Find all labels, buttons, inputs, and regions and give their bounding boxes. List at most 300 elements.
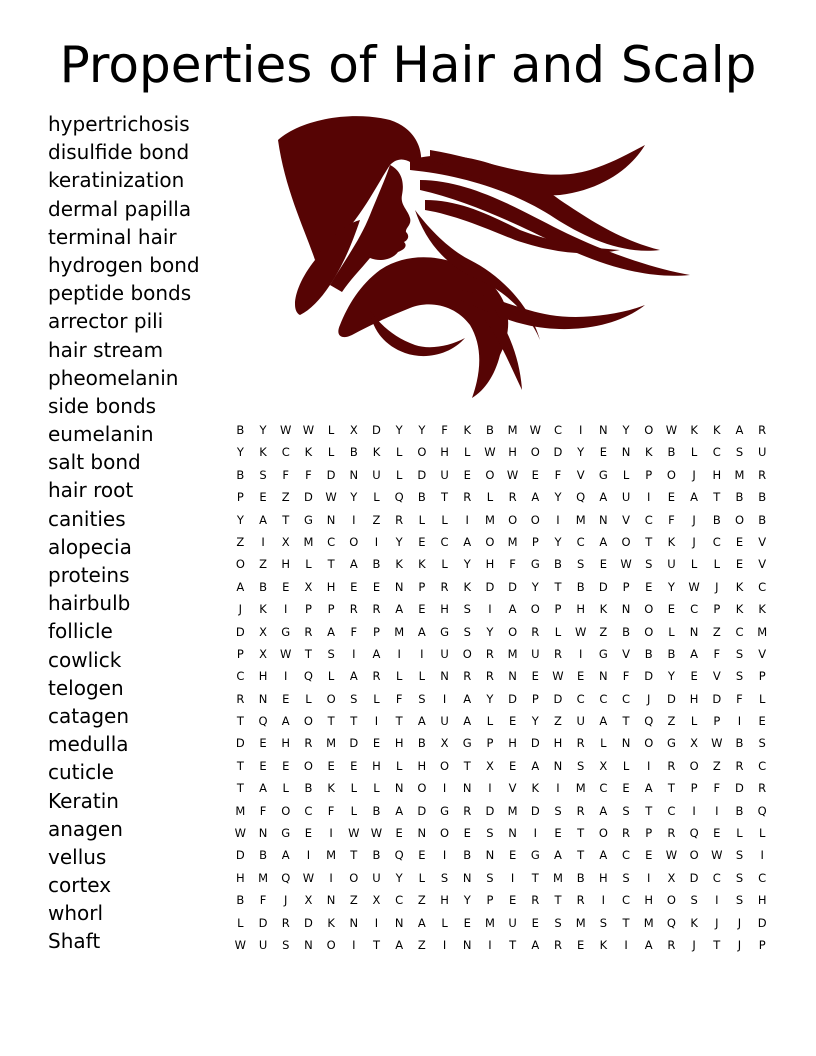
grid-letter: M [507, 423, 518, 437]
grid-letter: D [485, 803, 495, 818]
grid-letter: P [531, 691, 539, 706]
grid-letter: K [463, 423, 471, 437]
grid-letter: I [329, 870, 333, 885]
grid-letter: K [531, 781, 540, 796]
grid-letter: E [508, 848, 517, 863]
grid-letter: M [235, 803, 246, 818]
grid-letter: D [349, 736, 359, 751]
grid-letter: P [645, 467, 653, 482]
grid-letter: Y [259, 423, 267, 437]
grid-letter: X [440, 736, 449, 751]
grid-letter: H [236, 870, 245, 885]
grid-letter: H [281, 557, 291, 572]
grid-letter: B [372, 803, 381, 818]
grid-letter: D [485, 579, 495, 594]
grid-row [229, 800, 774, 822]
grid-letter: N [553, 758, 563, 773]
grid-letter: M [326, 848, 337, 863]
grid-letter: Y [395, 870, 403, 885]
grid-letter: E [327, 758, 335, 773]
grid-letter: M [484, 512, 495, 527]
grid-letter: L [395, 669, 403, 684]
grid-letter: I [624, 937, 628, 952]
grid-letter: A [508, 602, 517, 617]
grid-letter: I [715, 893, 719, 908]
grid-letter: B [735, 490, 744, 505]
grid-letter: R [463, 803, 472, 818]
grid-letter: T [713, 490, 721, 505]
grid-letter: Z [417, 937, 426, 952]
grid-letter: N [462, 937, 472, 952]
grid-letter: X [690, 736, 699, 751]
grid-letter: E [372, 736, 381, 751]
word-list-item: dermal papilla [48, 196, 192, 221]
grid-letter: C [712, 870, 721, 885]
grid-letter: X [259, 646, 267, 661]
grid-letter: N [326, 893, 336, 908]
grid-letter: L [373, 691, 380, 706]
grid-letter: D [303, 915, 313, 930]
grid-letter: S [599, 915, 607, 930]
grid-letter: I [692, 803, 696, 818]
grid-letter: S [463, 624, 471, 639]
grid-letter: A [599, 534, 608, 549]
word-list-item: terminal hair [48, 224, 177, 249]
grid-letter: Y [236, 512, 244, 527]
grid-letter: K [463, 579, 471, 594]
grid-letter: F [350, 624, 358, 639]
grid-letter: O [440, 826, 450, 841]
grid-letter: O [734, 512, 744, 527]
grid-letter: X [304, 579, 313, 594]
grid-letter: L [441, 557, 448, 572]
grid-letter: A [690, 646, 699, 661]
grid-row [229, 867, 774, 889]
grid-letter: R [553, 646, 562, 661]
grid-letter: V [622, 646, 630, 661]
grid-letter: Z [554, 714, 562, 729]
grid-letter: N [689, 624, 699, 639]
grid-letter: D [644, 669, 654, 684]
grid-letter: W [506, 467, 519, 482]
grid-letter: W [574, 624, 587, 639]
grid-letter: L [350, 803, 357, 818]
grid-letter: T [350, 848, 358, 863]
grid-letter: C [622, 691, 631, 706]
grid-letter: R [372, 669, 381, 684]
grid-letter: Q [644, 714, 654, 729]
grid-letter: E [508, 714, 517, 729]
grid-letter: S [735, 870, 744, 885]
grid-letter: Z [667, 714, 676, 729]
grid-letter: K [713, 423, 721, 437]
grid-letter: H [508, 736, 517, 751]
grid-letter: S [735, 893, 744, 908]
grid-letter: P [304, 602, 312, 617]
grid-letter: H [394, 736, 404, 751]
grid-letter: C [758, 870, 767, 885]
grid-letter: L [327, 669, 335, 684]
grid-row [229, 576, 774, 598]
grid-letter: Z [712, 624, 721, 639]
grid-letter: W [234, 937, 247, 952]
grid-letter: T [327, 557, 335, 572]
grid-letter: N [394, 579, 404, 594]
grid-letter: J [715, 915, 719, 930]
grid-letter: C [327, 534, 336, 549]
grid-letter: A [463, 714, 472, 729]
grid-letter: L [441, 915, 448, 930]
grid-letter: U [440, 714, 449, 729]
grid-letter: T [463, 758, 471, 773]
grid-letter: O [530, 512, 540, 527]
grid-letter: O [644, 624, 654, 639]
grid-letter: N [349, 467, 359, 482]
grid-letter: L [327, 423, 335, 437]
grid-letter: P [418, 579, 426, 594]
grid-letter: D [553, 691, 563, 706]
grid-letter: I [374, 534, 379, 549]
grid-letter: S [690, 893, 698, 908]
grid-letter: Q [258, 714, 268, 729]
grid-letter: F [327, 803, 335, 818]
grid-letter: D [235, 624, 245, 639]
grid-letter: Y [667, 579, 675, 594]
grid-letter: U [667, 557, 676, 572]
grid-letter: E [554, 826, 562, 841]
grid-letter: B [735, 803, 744, 818]
word-list [48, 110, 200, 956]
grid-letter: T [554, 579, 562, 594]
grid-letter: R [463, 490, 472, 505]
grid-letter: K [735, 579, 744, 594]
grid-letter: R [236, 691, 245, 706]
grid-letter: D [553, 445, 563, 460]
grid-letter: N [417, 826, 427, 841]
grid-letter: F [305, 467, 312, 482]
grid-letter: I [352, 512, 356, 527]
grid-letter: R [667, 937, 676, 952]
grid-letter: H [485, 557, 495, 572]
grid-letter: W [302, 423, 315, 437]
grid-letter: L [395, 467, 403, 482]
grid-letter: I [442, 781, 447, 796]
grid-letter: V [622, 512, 630, 527]
grid-row [229, 755, 774, 777]
grid-letter: Q [394, 848, 404, 863]
grid-letter: L [486, 714, 494, 729]
grid-letter: L [350, 781, 357, 796]
grid-letter: E [282, 579, 290, 594]
grid-letter: O [598, 826, 608, 841]
grid-letter: R [553, 937, 562, 952]
grid-letter: T [667, 781, 675, 796]
grid-letter: T [645, 534, 653, 549]
grid-letter: F [441, 423, 448, 437]
grid-letter: L [305, 691, 312, 706]
grid-letter: Y [577, 445, 585, 460]
grid-letter: B [236, 893, 245, 908]
grid-letter: Z [599, 624, 608, 639]
grid-letter: Y [463, 557, 471, 572]
grid-letter: R [576, 803, 585, 818]
grid-letter: G [598, 467, 608, 482]
grid-letter: O [530, 445, 540, 460]
grid-letter: M [507, 534, 518, 549]
grid-letter: A [417, 624, 426, 639]
grid-letter: O [666, 893, 676, 908]
grid-letter: S [554, 915, 562, 930]
grid-letter: A [259, 512, 267, 527]
grid-row [229, 531, 774, 553]
grid-letter: E [508, 758, 517, 773]
grid-letter: D [598, 579, 608, 594]
grid-letter: M [507, 803, 518, 818]
grid-row [229, 710, 774, 732]
grid-letter: R [576, 736, 585, 751]
grid-letter: O [644, 423, 654, 437]
grid-letter: I [510, 870, 515, 885]
grid-letter: L [690, 445, 698, 460]
grid-letter: V [712, 669, 721, 684]
grid-letter: R [485, 646, 494, 661]
grid-letter: Q [394, 490, 404, 505]
grid-letter: L [305, 557, 312, 572]
grid-letter: U [531, 646, 540, 661]
grid-letter: A [690, 490, 699, 505]
grid-letter: C [622, 893, 631, 908]
grid-row [229, 598, 774, 620]
grid-letter: P [327, 602, 335, 617]
grid-letter: M [553, 870, 563, 885]
grid-letter: B [758, 512, 767, 527]
grid-letter: E [463, 826, 471, 841]
grid-letter: Y [236, 445, 244, 460]
grid-letter: A [463, 691, 472, 706]
word-list-item: hair root [48, 478, 134, 503]
grid-letter: S [645, 557, 653, 572]
grid-letter: X [259, 624, 267, 639]
grid-row [229, 934, 774, 956]
grid-letter: R [622, 826, 631, 841]
grid-letter: I [578, 423, 583, 437]
grid-letter: P [373, 624, 380, 639]
grid-letter: N [508, 826, 517, 841]
grid-letter: B [576, 579, 585, 594]
grid-letter: W [325, 490, 337, 505]
word-list-item: eumelanin [48, 422, 154, 447]
grid-letter: T [236, 781, 244, 796]
word-list-item: canities [48, 506, 126, 531]
grid-letter: D [530, 736, 540, 751]
grid-letter: Y [531, 579, 539, 594]
grid-letter: A [372, 646, 381, 661]
grid-letter: O [235, 557, 245, 572]
grid-letter: D [735, 781, 744, 796]
word-list-item: telogen [48, 675, 124, 700]
grid-letter: E [282, 758, 290, 773]
grid-letter: G [440, 803, 449, 818]
grid-letter: A [554, 848, 562, 863]
word-list-item: proteins [48, 563, 130, 587]
grid-letter: B [417, 736, 426, 751]
grid-letter: X [372, 893, 381, 908]
word-list-item: salt bond [48, 450, 141, 475]
grid-letter: T [531, 870, 539, 885]
grid-letter: H [576, 602, 585, 617]
grid-letter: B [259, 579, 267, 594]
grid-letter: U [372, 467, 381, 482]
grid-letter: H [440, 602, 449, 617]
grid-letter: O [689, 848, 699, 863]
word-list-item: pheomelanin [48, 365, 179, 390]
grid-letter: I [760, 848, 764, 863]
grid-letter: H [508, 445, 517, 460]
grid-letter: F [622, 669, 630, 684]
word-list-item: arrector pili [48, 309, 164, 334]
grid-letter: L [622, 467, 630, 482]
grid-letter: M [507, 646, 518, 661]
grid-letter: Q [281, 870, 291, 885]
grid-letter: G [281, 624, 291, 639]
grid-letter: T [645, 803, 653, 818]
grid-letter: Q [689, 826, 699, 841]
grid-letter: K [735, 602, 744, 617]
grid-letter: M [326, 736, 337, 751]
grid-letter: H [326, 579, 336, 594]
grid-letter: R [485, 669, 494, 684]
grid-letter: X [667, 870, 676, 885]
grid-row [229, 889, 774, 911]
grid-letter: L [600, 736, 607, 751]
grid-letter: Q [666, 915, 676, 930]
grid-letter: Y [486, 691, 494, 706]
word-list-item: cuticle [48, 760, 114, 785]
grid-letter: C [576, 691, 585, 706]
grid-letter: I [647, 870, 651, 885]
grid-letter: A [349, 557, 358, 572]
word-list-item: alopecia [48, 534, 132, 559]
grid-letter: J [715, 579, 719, 594]
grid-letter: W [711, 848, 723, 863]
grid-letter: C [599, 781, 608, 796]
grid-letter: B [463, 848, 472, 863]
grid-letter: R [349, 602, 358, 617]
grid-letter: C [576, 534, 585, 549]
grid-letter: E [350, 579, 358, 594]
word-list-item: catagen [48, 703, 130, 728]
grid-letter: L [418, 870, 426, 885]
grid-letter: R [667, 758, 676, 773]
grid-letter: O [417, 445, 427, 460]
grid-letter: T [554, 893, 562, 908]
grid-letter: L [418, 669, 426, 684]
grid-letter: T [327, 714, 335, 729]
grid-row [229, 553, 774, 575]
grid-letter: K [599, 937, 608, 952]
grid-letter: O [644, 602, 654, 617]
grid-letter: D [303, 490, 313, 505]
grid-letter: N [440, 669, 449, 684]
word-list-item: whorl [48, 901, 104, 926]
grid-letter: T [622, 714, 630, 729]
grid-letter: L [395, 445, 403, 460]
grid-letter: S [418, 691, 426, 706]
grid-letter: L [622, 758, 630, 773]
grid-letter: Y [622, 423, 630, 437]
grid-letter: G [462, 736, 472, 751]
grid-letter: Y [395, 534, 403, 549]
word-list-item: Keratin [48, 788, 119, 813]
grid-letter: C [440, 534, 449, 549]
grid-letter: J [692, 512, 696, 527]
grid-letter: G [598, 646, 608, 661]
grid-letter: Y [350, 490, 358, 505]
grid-letter: O [530, 602, 540, 617]
grid-letter: Z [417, 893, 426, 908]
grid-letter: I [284, 669, 288, 684]
grid-row [229, 464, 774, 486]
grid-letter: B [644, 646, 653, 661]
grid-letter: R [372, 602, 381, 617]
grid-letter: P [690, 781, 698, 796]
grid-letter: I [465, 512, 469, 527]
grid-letter: G [440, 624, 449, 639]
grid-letter: K [758, 602, 766, 617]
grid-letter: R [304, 624, 313, 639]
grid-letter: C [758, 758, 767, 773]
grid-letter: S [327, 646, 335, 661]
grid-letter: L [395, 758, 403, 773]
grid-letter: N [326, 512, 336, 527]
grid-letter: S [735, 646, 744, 661]
grid-letter: W [280, 646, 292, 661]
grid-letter: E [667, 602, 676, 617]
grid-letter: E [418, 848, 426, 863]
grid-letter: I [488, 602, 492, 617]
grid-letter: O [349, 870, 359, 885]
grid-letter: D [508, 579, 518, 594]
grid-letter: I [488, 937, 492, 952]
grid-letter: E [372, 579, 381, 594]
grid-letter: Z [349, 893, 358, 908]
grid-letter: C [236, 669, 245, 684]
grid-letter: N [508, 669, 517, 684]
grid-letter: A [644, 781, 653, 796]
grid-letter: M [575, 915, 586, 930]
grid-letter: N [599, 669, 608, 684]
grid-letter: U [576, 714, 585, 729]
grid-letter: Z [281, 490, 290, 505]
grid-letter: M [757, 624, 768, 639]
grid-letter: P [645, 826, 653, 841]
grid-letter: M [303, 534, 314, 549]
grid-letter: Y [395, 423, 403, 437]
grid-letter: S [259, 467, 267, 482]
grid-letter: X [485, 758, 494, 773]
grid-letter: V [508, 781, 517, 796]
word-list-item: cowlick [48, 647, 122, 672]
grid-letter: C [758, 579, 767, 594]
grid-letter: A [327, 624, 336, 639]
grid-letter: N [462, 870, 472, 885]
grid-letter: S [577, 557, 585, 572]
grid-letter: A [644, 937, 653, 952]
grid-letter: I [647, 490, 651, 505]
grid-letter: T [577, 826, 585, 841]
grid-letter: A [599, 803, 608, 818]
grid-letter: L [690, 557, 698, 572]
